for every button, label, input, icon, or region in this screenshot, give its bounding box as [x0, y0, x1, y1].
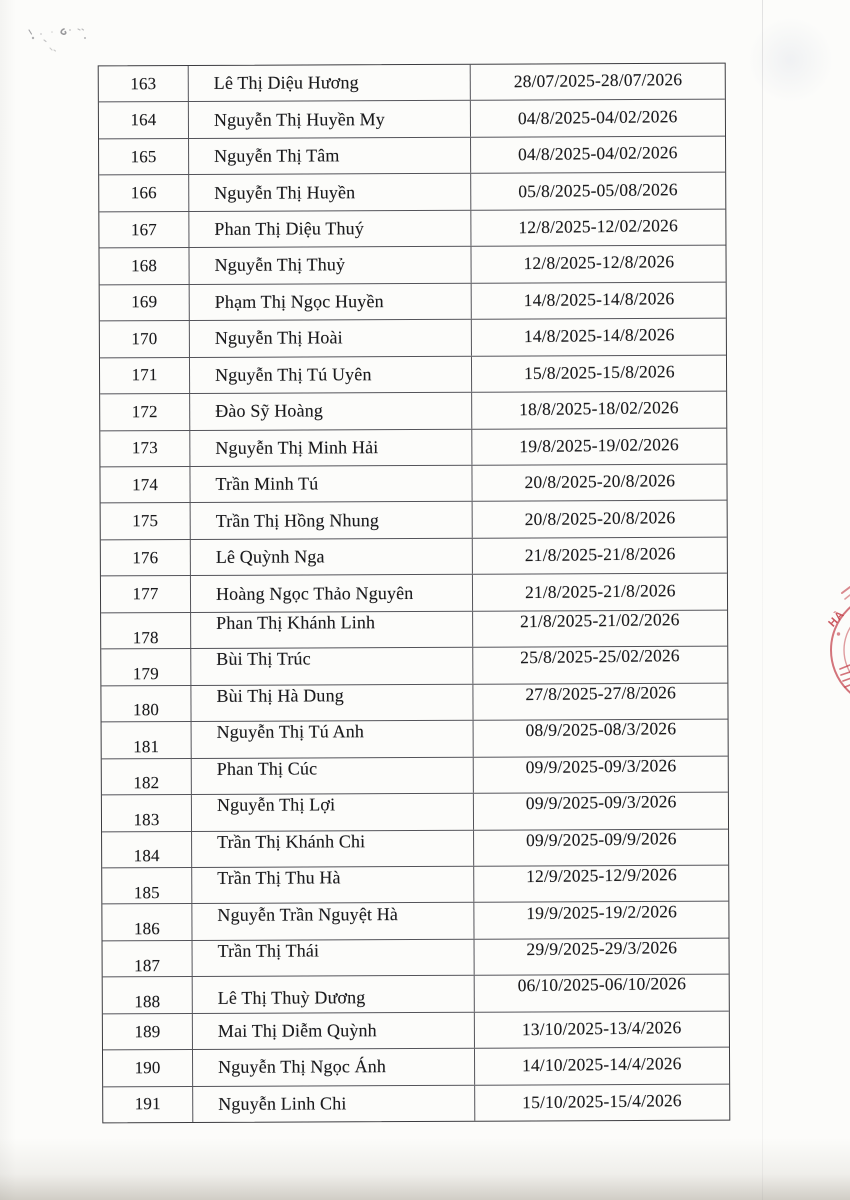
row-number-cell — [100, 431, 190, 467]
row-number-cell-text: 184 — [133, 846, 160, 866]
period-cell-text: 19/9/2025-19/2/2026 — [525, 900, 677, 923]
name-cell-text: Mai Thị Diễm Quỳnh — [217, 1020, 377, 1041]
name-cell — [190, 466, 472, 503]
period-cell — [472, 428, 726, 465]
name-cell — [191, 684, 473, 721]
row-number-cell — [102, 831, 192, 867]
period-cell — [473, 538, 727, 575]
red-seal-stamp-fragment — [822, 585, 850, 700]
period-cell — [474, 756, 728, 793]
table-row — [99, 100, 725, 139]
row-number-cell — [101, 649, 191, 685]
name-cell — [193, 940, 475, 977]
table-row — [100, 282, 726, 321]
period-cell — [474, 902, 728, 939]
table-row — [101, 574, 727, 613]
pencil-smudge-marks — [18, 20, 102, 64]
name-cell-text: Trần Minh Tú — [215, 473, 319, 495]
name-cell-text: Phan Thị Khánh Linh — [216, 612, 376, 633]
period-cell-text: 15/10/2025-15/4/2026 — [522, 1090, 683, 1113]
row-number-cell — [101, 503, 191, 539]
table-row — [103, 1084, 729, 1122]
period-cell — [473, 501, 727, 538]
row-number-cell — [100, 321, 190, 357]
registration-table — [98, 63, 731, 1124]
name-cell-text: Bùi Thị Hà Dung — [216, 685, 344, 706]
period-cell-text: 08/9/2025-08/3/2026 — [525, 718, 676, 741]
row-number-cell-text: 180 — [132, 700, 160, 720]
table-row — [100, 465, 726, 504]
period-cell-text: 12/9/2025-12/9/2026 — [525, 864, 677, 887]
period-cell — [471, 246, 725, 283]
table-row — [103, 939, 729, 978]
row-number-cell-text: 175 — [132, 511, 159, 531]
table-row — [103, 1011, 729, 1050]
name-cell-text: Trần Thị Hồng Nhung — [215, 509, 380, 531]
table-row — [102, 793, 728, 832]
row-number-cell — [99, 175, 189, 211]
period-cell — [472, 282, 726, 319]
period-cell — [472, 465, 726, 502]
name-cell — [191, 575, 473, 612]
name-cell-text: Hoàng Ngọc Thảo Nguyên — [215, 582, 414, 604]
row-number-cell-text: 177 — [132, 584, 159, 604]
period-cell — [472, 392, 726, 429]
period-cell-text: 28/07/2025-28/07/2026 — [513, 69, 683, 92]
name-cell — [190, 283, 472, 320]
row-number-cell — [102, 722, 192, 758]
period-cell — [473, 647, 727, 684]
name-cell-text: Nguyễn Thị Huyền My — [213, 108, 385, 130]
period-cell-text: 05/8/2025-05/08/2026 — [518, 178, 679, 201]
period-cell-text: 12/8/2025-12/02/2026 — [518, 215, 679, 238]
name-cell-text: Nguyễn Thị Lợi — [216, 794, 336, 816]
name-cell-text: Nguyễn Linh Chi — [218, 1093, 347, 1114]
row-number-cell-text: 187 — [134, 955, 161, 975]
period-cell — [474, 829, 728, 866]
table-row — [101, 683, 727, 722]
name-cell — [189, 211, 471, 248]
name-cell — [189, 138, 471, 175]
row-number-cell — [103, 1087, 193, 1123]
name-cell-text: Nguyễn Thị Huyền — [214, 181, 356, 203]
period-cell-text: 18/8/2025-18/02/2026 — [519, 397, 680, 420]
period-cell-text: 13/10/2025-13/4/2026 — [521, 1017, 682, 1040]
row-number-cell-text: 182 — [133, 773, 160, 793]
table-row — [100, 392, 726, 431]
period-cell — [471, 173, 725, 210]
name-cell — [189, 101, 471, 138]
table-row — [102, 720, 728, 759]
period-cell-text: 09/9/2025-09/3/2026 — [525, 755, 677, 778]
row-number-cell-text: 186 — [133, 919, 160, 939]
period-cell — [474, 793, 728, 830]
row-number-cell-text: 163 — [130, 73, 157, 93]
name-cell — [193, 1013, 475, 1050]
row-number-cell-text: 166 — [130, 183, 157, 203]
period-cell-text: 29/9/2025-29/3/2026 — [526, 937, 677, 960]
name-cell — [190, 356, 472, 393]
row-number-cell — [103, 941, 193, 977]
table-row — [102, 902, 728, 941]
row-number-cell — [100, 285, 190, 321]
row-number-cell — [99, 139, 189, 175]
name-cell — [190, 429, 472, 466]
row-number-cell — [100, 467, 190, 503]
name-cell — [192, 867, 474, 904]
period-cell-text: 20/8/2025-20/8/2026 — [524, 470, 675, 493]
period-cell — [471, 137, 725, 174]
period-cell-text: 09/9/2025-09/3/2026 — [525, 791, 677, 814]
row-number-cell-text: 174 — [131, 474, 159, 494]
table-row — [102, 829, 728, 868]
period-cell — [473, 610, 727, 647]
stamp-top-mark — [842, 587, 850, 593]
row-number-cell — [99, 66, 189, 102]
period-cell-text: 09/9/2025-09/9/2026 — [525, 827, 677, 850]
name-cell — [192, 794, 474, 831]
row-number-cell — [99, 102, 189, 138]
row-number-cell — [101, 576, 191, 612]
period-cell — [471, 100, 725, 137]
row-number-cell-text: 188 — [134, 992, 161, 1012]
row-number-cell-text: 178 — [132, 627, 159, 647]
period-cell-text: 21/8/2025-21/8/2026 — [524, 543, 676, 566]
name-cell-text: Lê Thị Diệu Hương — [213, 72, 359, 94]
period-cell — [471, 209, 725, 246]
paper-edge-line — [762, 0, 763, 1200]
period-cell — [472, 319, 726, 356]
period-cell — [475, 1048, 729, 1085]
name-cell-text: Nguyễn Trần Nguyệt Hà — [217, 903, 399, 925]
period-cell-text: 15/8/2025-15/8/2026 — [523, 361, 675, 384]
row-number-cell-text: 179 — [132, 664, 159, 684]
row-number-cell-text: 170 — [131, 329, 158, 349]
row-number-cell-text: 165 — [130, 146, 157, 166]
table-row — [100, 355, 726, 394]
period-cell-text: 14/10/2025-14/4/2026 — [522, 1053, 682, 1076]
row-number-cell-text: 164 — [130, 110, 157, 130]
row-number-cell — [102, 868, 192, 904]
row-number-cell-text: 173 — [131, 438, 158, 458]
row-number-cell — [103, 977, 193, 1013]
name-cell — [189, 247, 471, 284]
table-row — [99, 209, 725, 248]
period-cell — [474, 866, 728, 903]
table-row — [101, 538, 727, 577]
stamp-letters: HÀ — [826, 608, 848, 630]
period-cell — [475, 972, 729, 1012]
period-cell-text: 14/8/2025-14/8/2026 — [523, 288, 675, 311]
period-cell — [474, 720, 728, 757]
row-number-cell — [99, 212, 189, 248]
period-cell — [475, 1084, 729, 1121]
row-number-cell — [101, 686, 191, 722]
period-cell — [473, 683, 727, 720]
name-cell-text: Nguyễn Thị Minh Hải — [215, 436, 379, 458]
row-number-cell-text: 169 — [131, 292, 158, 312]
name-cell — [189, 174, 471, 211]
name-cell-text: Nguyễn Thị Tú Uyên — [215, 364, 372, 385]
row-number-cell — [100, 394, 190, 430]
table-row — [100, 319, 726, 358]
name-cell-text: Nguyễn Thị Ngọc Ánh — [218, 1056, 387, 1078]
row-number-cell — [101, 540, 191, 576]
row-number-cell — [103, 1050, 193, 1086]
table-row — [99, 137, 725, 176]
name-cell-text: Trần Thị Thái — [217, 940, 320, 961]
table-row — [103, 972, 729, 1014]
period-cell-text: 20/8/2025-20/8/2026 — [524, 506, 676, 529]
period-cell — [472, 355, 726, 392]
row-number-cell — [101, 613, 191, 649]
name-cell-text: Nguyễn Thị Thuỷ — [214, 254, 346, 276]
table-row — [99, 246, 725, 285]
row-number-cell-text: 190 — [134, 1058, 161, 1078]
table-row — [99, 64, 725, 103]
name-cell — [190, 393, 472, 430]
row-number-cell — [99, 248, 189, 284]
name-cell — [192, 757, 474, 794]
period-cell-text: 21/8/2025-21/02/2026 — [520, 609, 680, 632]
row-number-cell-text: 181 — [133, 736, 160, 757]
period-cell-text: 25/8/2025-25/02/2026 — [520, 645, 681, 668]
name-cell-text: Bùi Thị Trúc — [216, 648, 311, 670]
name-cell-text: Phan Thị Cúc — [216, 758, 318, 779]
period-cell — [473, 574, 727, 611]
name-cell — [192, 830, 474, 867]
name-cell-text: Nguyễn Thị Hoài — [214, 327, 343, 349]
period-cell-text: 21/8/2025-21/8/2026 — [524, 579, 676, 602]
period-cell-text: 19/8/2025-19/02/2026 — [519, 433, 680, 456]
name-cell — [193, 1049, 475, 1086]
row-number-cell-text: 189 — [134, 1021, 161, 1041]
name-cell — [193, 1085, 475, 1122]
period-cell — [471, 64, 725, 101]
name-cell-text: Nguyễn Thị Tú Anh — [216, 721, 365, 743]
row-number-cell-text: 176 — [132, 547, 159, 567]
name-cell — [192, 721, 474, 758]
period-cell-text: 06/10/2025-06/10/2026 — [517, 972, 686, 995]
row-number-cell — [103, 1014, 193, 1050]
period-cell — [475, 1011, 729, 1048]
row-number-cell-text: 183 — [133, 809, 160, 830]
row-number-cell-text: 185 — [133, 882, 160, 902]
row-number-cell — [100, 358, 190, 394]
name-cell — [191, 612, 473, 649]
name-cell-text: Đào Sỹ Hoàng — [215, 400, 324, 422]
name-cell — [191, 648, 473, 685]
row-number-cell-text: 191 — [134, 1094, 161, 1114]
period-cell-text: 27/8/2025-27/8/2026 — [524, 682, 676, 705]
row-number-cell-text: 172 — [131, 401, 158, 422]
row-number-cell — [102, 904, 192, 940]
name-cell-text: Nguyễn Thị Tâm — [214, 145, 340, 166]
row-number-cell — [102, 795, 192, 831]
row-number-cell-text: 167 — [130, 219, 157, 239]
period-cell-text: 04/8/2025-04/02/2026 — [518, 105, 678, 128]
name-cell — [193, 976, 475, 1013]
period-cell-text: 12/8/2025-12/8/2026 — [523, 251, 674, 274]
row-number-cell — [102, 759, 192, 795]
stamp-dot — [837, 632, 840, 635]
table-row — [101, 501, 727, 540]
table-row — [99, 173, 725, 212]
table-row — [102, 756, 728, 795]
row-number-cell-text: 171 — [131, 365, 158, 385]
name-cell-text: Phan Thị Diệu Thuý — [214, 218, 364, 239]
name-cell-text: Trần Thị Khánh Chi — [217, 830, 366, 852]
name-cell — [190, 320, 472, 357]
name-cell — [189, 65, 471, 102]
name-cell — [191, 539, 473, 576]
table-row — [100, 428, 726, 467]
table-row — [101, 610, 727, 649]
table-row — [101, 647, 727, 686]
row-number-cell-text: 168 — [131, 256, 158, 276]
table-row — [102, 866, 728, 905]
period-cell-text: 14/8/2025-14/8/2026 — [523, 324, 675, 347]
stamp-outer-arc — [831, 593, 850, 700]
name-cell-text: Lê Quỳnh Nga — [215, 546, 325, 567]
name-cell-text: Phạm Thị Ngọc Huyền — [214, 291, 384, 312]
period-cell — [475, 939, 729, 976]
name-cell-text: Trần Thị Thu Hà — [217, 867, 341, 889]
name-cell — [192, 903, 474, 940]
stamp-top-mark — [845, 595, 850, 599]
name-cell-text: Lê Thị Thuỳ Dương — [217, 986, 366, 1008]
period-cell-text: 04/8/2025-04/02/2026 — [518, 142, 678, 165]
table-row — [103, 1048, 729, 1087]
name-cell — [191, 502, 473, 539]
